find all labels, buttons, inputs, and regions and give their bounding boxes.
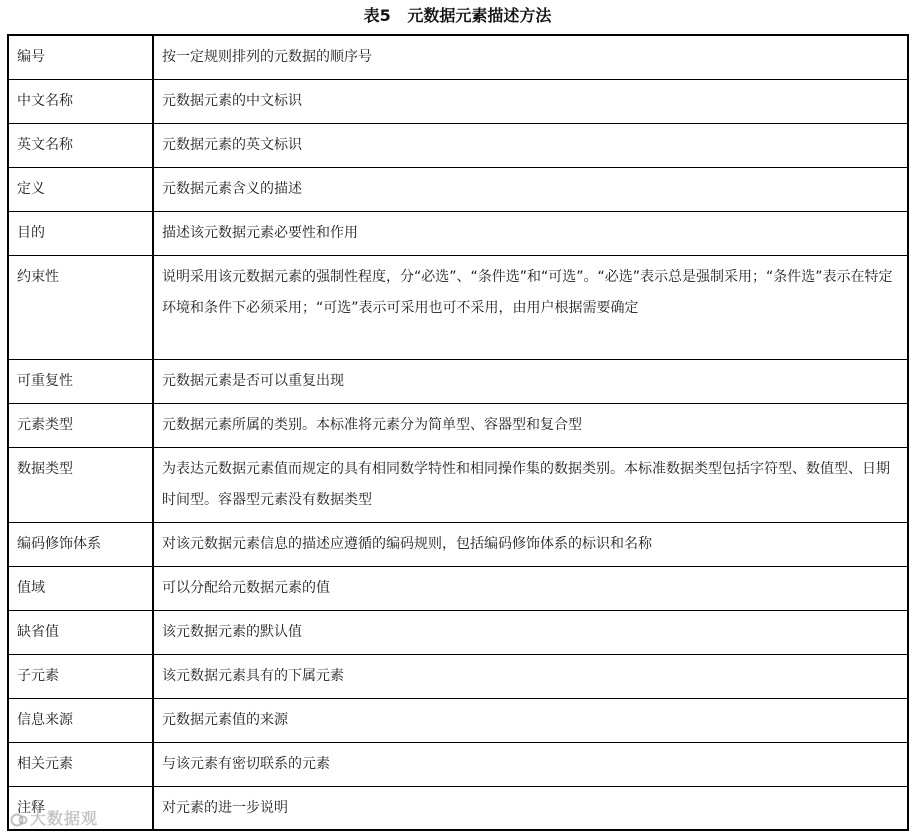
term-cell: 可重复性 bbox=[8, 359, 153, 403]
term-cell: 定义 bbox=[8, 167, 153, 211]
table-row bbox=[8, 698, 908, 742]
description-cell: 元数据元素所属的类别。本标准将元素分为简单型、容器型和复合型 bbox=[153, 403, 908, 447]
description-cell: 可以分配给元数据元素的值 bbox=[153, 566, 908, 610]
table-row bbox=[8, 359, 908, 403]
term-cell: 英文名称 bbox=[8, 123, 153, 167]
term-cell: 信息来源 bbox=[8, 698, 153, 742]
table-row bbox=[8, 566, 908, 610]
term-cell: 中文名称 bbox=[8, 79, 153, 123]
term-cell: 目的 bbox=[8, 211, 153, 255]
table-row bbox=[8, 255, 908, 359]
term-cell: 注释 bbox=[8, 786, 153, 830]
description-cell: 对该元数据元素信息的描述应遵循的编码规则，包括编码修饰体系的标识和名称 bbox=[153, 522, 908, 566]
term-cell: 元素类型 bbox=[8, 403, 153, 447]
term-cell: 约束性 bbox=[8, 255, 153, 359]
term-cell: 相关元素 bbox=[8, 742, 153, 786]
description-cell: 元数据元素的英文标识 bbox=[153, 123, 908, 167]
table-row bbox=[8, 35, 908, 79]
table-row bbox=[8, 167, 908, 211]
table-caption: 表5 元数据元素描述方法 bbox=[363, 6, 552, 25]
description-cell: 元数据元素值的来源 bbox=[153, 698, 908, 742]
term-cell: 编码修饰体系 bbox=[8, 522, 153, 566]
watermark-text: 大数据观 bbox=[30, 809, 99, 828]
table-row bbox=[8, 79, 908, 123]
description-cell: 元数据元素的中文标识 bbox=[153, 79, 908, 123]
table-row bbox=[8, 447, 908, 522]
table-row bbox=[8, 786, 908, 830]
table-row bbox=[8, 610, 908, 654]
table-row bbox=[8, 654, 908, 698]
term-cell: 子元素 bbox=[8, 654, 153, 698]
description-cell: 该元数据元素具有的下属元素 bbox=[153, 654, 908, 698]
description-cell: 说明采用该元数据元素的强制性程度，分“必选”、“条件选”和“可选”。“必选”表示总是强制采用；“条件选”表示在特定环境和条件下必须采用；“可选”表示可采用也可不采用，由用户根据需要确定 bbox=[153, 255, 908, 359]
table-row bbox=[8, 123, 908, 167]
term-cell: 数据类型 bbox=[8, 447, 153, 522]
table-row bbox=[8, 211, 908, 255]
description-cell: 与该元素有密切联系的元素 bbox=[153, 742, 908, 786]
term-cell: 值域 bbox=[8, 566, 153, 610]
description-cell: 为表达元数据元素值而规定的具有相同数学特性和相同操作集的数据类别。本标准数据类型包括字符型、数值型、日期时间型。容器型元素没有数据类型 bbox=[153, 447, 908, 522]
description-cell: 元数据元素含义的描述 bbox=[153, 167, 908, 211]
table-row bbox=[8, 742, 908, 786]
table-row bbox=[8, 403, 908, 447]
description-cell: 对元素的进一步说明 bbox=[153, 786, 908, 830]
description-cell: 该元数据元素的默认值 bbox=[153, 610, 908, 654]
metadata-description-table bbox=[7, 34, 909, 831]
description-cell: 元数据元素是否可以重复出现 bbox=[153, 359, 908, 403]
description-cell: 描述该元数据元素必要性和作用 bbox=[153, 211, 908, 255]
term-cell: 编号 bbox=[8, 35, 153, 79]
description-cell: 按一定规则排列的元数据的顺序号 bbox=[153, 35, 908, 79]
term-cell: 缺省值 bbox=[8, 610, 153, 654]
table-row bbox=[8, 522, 908, 566]
